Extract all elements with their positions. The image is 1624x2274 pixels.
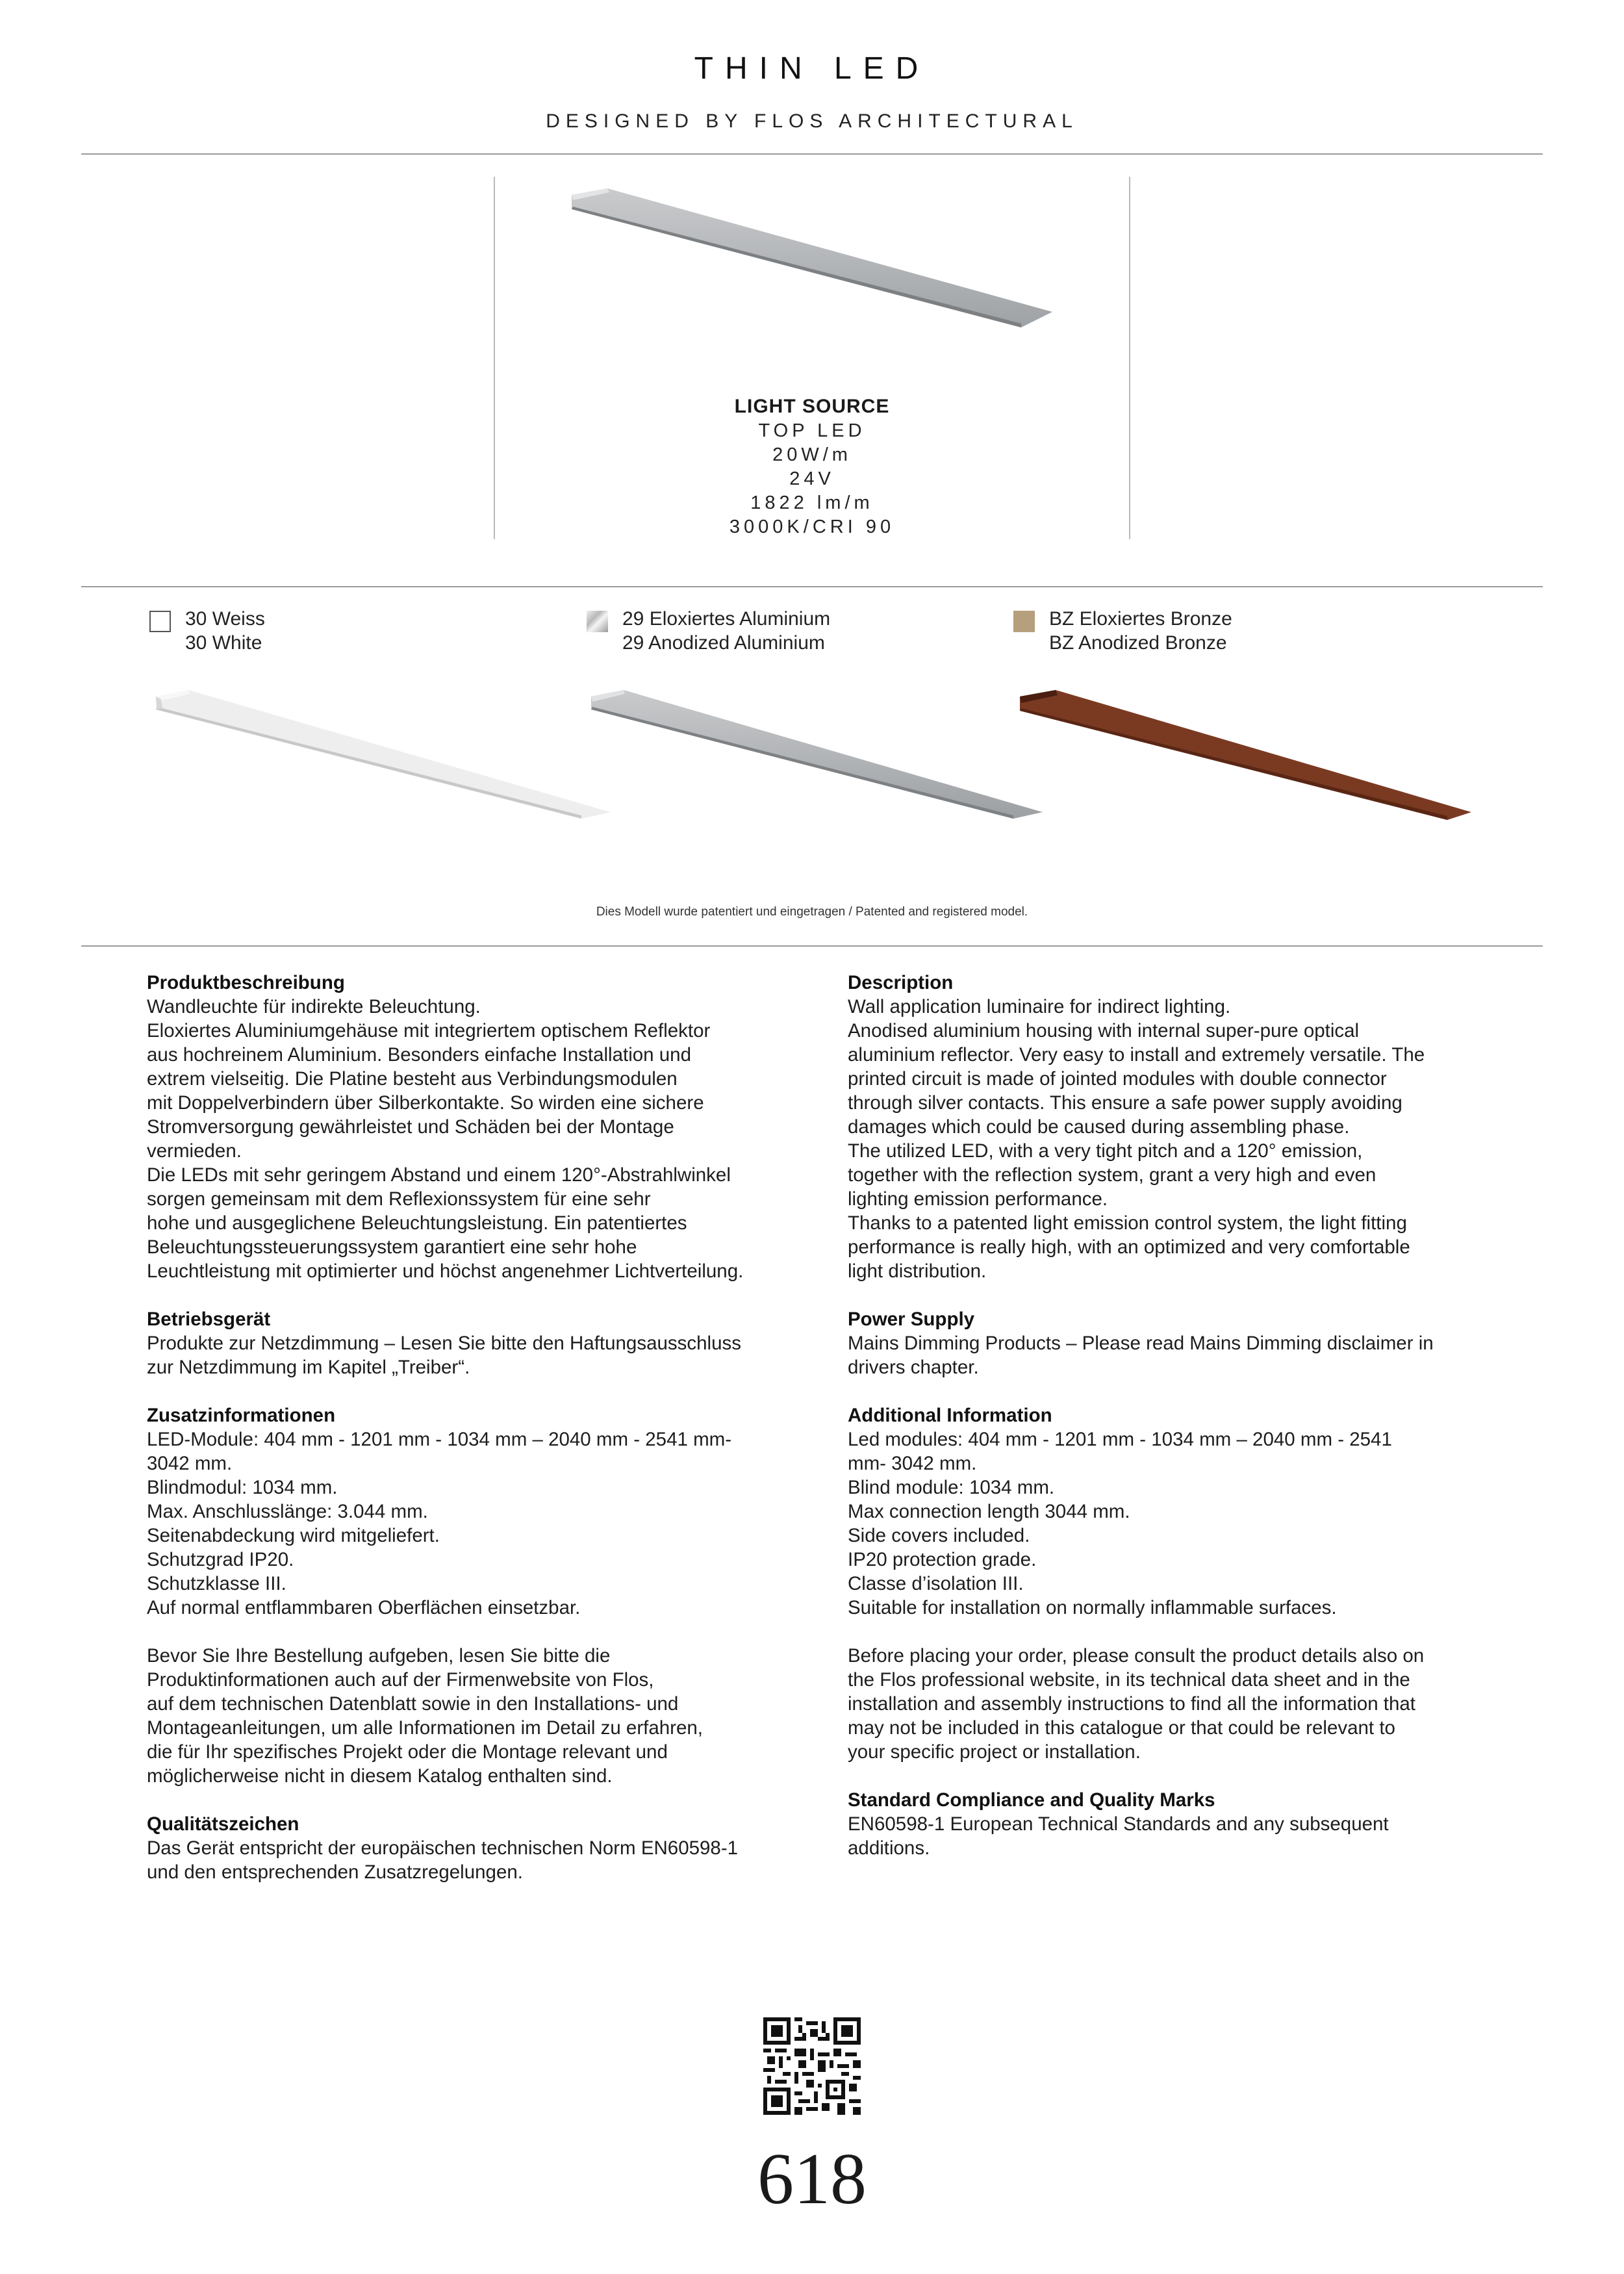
paragraph-line: Classe d’isolation III. xyxy=(848,1573,1024,1594)
paragraph-line: Wandleuchte für indirekte Beleuchtung. xyxy=(147,996,481,1017)
page-title: THIN LED xyxy=(694,51,930,86)
paragraph-line: sorgen gemeinsam mit dem Reflexionssystem für eine sehr xyxy=(147,1188,651,1210)
en-description-heading: Description xyxy=(848,972,954,993)
paragraph-line: installation and assembly instructions to find all the information that xyxy=(848,1693,1415,1715)
paragraph-line: Suitable for installation on normally inflammable surfaces. xyxy=(848,1597,1337,1618)
en-additional-heading: Additional Information xyxy=(848,1405,1052,1426)
paragraph-line: your specific project or installation. xyxy=(848,1741,1141,1763)
paragraph-line: Schutzklasse III. xyxy=(147,1573,286,1594)
paragraph-line: vermieden. xyxy=(147,1140,242,1162)
paragraph-line: The utilized LED, with a very tight pitch and a 120° emission, xyxy=(848,1140,1363,1162)
light-source-type: TOP LED xyxy=(758,420,866,441)
paragraph-line: Produkte zur Netzdimmung – Lesen Sie bitte den Haftungsausschluss xyxy=(147,1333,742,1354)
paragraph-line: zur Netzdimmung im Kapitel „Treiber“. xyxy=(147,1357,470,1378)
finishes-divider xyxy=(81,586,1543,587)
light-source-heading: LIGHT SOURCE xyxy=(734,396,890,417)
finish-white-de: 30 Weiss xyxy=(185,608,265,630)
paragraph-line: Blindmodul: 1034 mm. xyxy=(147,1477,338,1498)
paragraph-line: LED-Module: 404 mm - 1201 mm - 1034 mm – 2040 mm - 2541 mm- xyxy=(147,1429,732,1450)
paragraph-line: aus hochreinem Aluminium. Besonders einfache Installation und xyxy=(147,1044,691,1066)
paragraph-line: Max connection length 3044 mm. xyxy=(848,1501,1130,1522)
paragraph-line: drivers chapter. xyxy=(848,1357,979,1378)
paragraph-line: lighting emission performance. xyxy=(848,1188,1108,1210)
product-image-bronze xyxy=(1013,682,1481,825)
patent-note: Dies Modell wurde patentiert und eingetragen / Patented and registered model. xyxy=(596,905,1028,919)
paragraph-line: Stromversorgung gewährleistet und Schäden bei der Montage xyxy=(147,1116,674,1138)
finish-bronze-en: BZ Anodized Bronze xyxy=(1049,632,1227,654)
finish-white-en: 30 White xyxy=(185,632,262,654)
finish-aluminium-de: 29 Eloxiertes Aluminium xyxy=(622,608,831,630)
de-quality-heading: Qualitätszeichen xyxy=(147,1813,299,1835)
paragraph-line: mit Doppelverbindern über Silberkontakte. So wirden eine sichere xyxy=(147,1092,704,1114)
finish-aluminium-en: 29 Anodized Aluminium xyxy=(622,632,825,654)
swatch-bronze xyxy=(1013,611,1035,632)
paragraph-line: Anodised aluminium housing with internal super-pure optical xyxy=(848,1020,1360,1041)
paragraph-line: die für Ihr spezifisches Projekt oder die Montage relevant und xyxy=(147,1741,668,1763)
paragraph-line: performance is really high, with an optimized and very comfortable xyxy=(848,1236,1410,1258)
header-divider xyxy=(81,153,1543,155)
paragraph-line: Seitenabdeckung wird mitgeliefert. xyxy=(147,1525,440,1546)
product-image-aluminium xyxy=(585,682,1052,825)
de-power-heading: Betriebsgerät xyxy=(147,1309,271,1330)
paragraph-line: through silver contacts. This ensure a safe power supply avoiding xyxy=(848,1092,1402,1114)
product-image-main xyxy=(559,182,1065,338)
paragraph-line: Beleuchtungssteuerungssystem garantiert eine sehr hohe xyxy=(147,1236,637,1258)
swatch-white xyxy=(149,611,171,632)
en-quality-heading: Standard Compliance and Quality Marks xyxy=(848,1789,1215,1811)
paragraph-line: hohe und ausgeglichene Beleuchtungsleistung. Ein patentiertes xyxy=(147,1212,687,1234)
paragraph-line: together with the reflection system, grant a very high and even xyxy=(848,1164,1377,1186)
light-source-cct: 3000K/CRI 90 xyxy=(729,517,895,537)
paragraph-line: Side covers included. xyxy=(848,1525,1030,1546)
de-description-heading: Produktbeschreibung xyxy=(147,972,345,993)
page-subtitle: DESIGNED BY FLOS ARCHITECTURAL xyxy=(546,110,1078,132)
paragraph-line: aluminium reflector. Very easy to install and extremely versatile. The xyxy=(848,1044,1425,1066)
paragraph-line: Wall application luminaire for indirect lighting. xyxy=(848,996,1231,1017)
paragraph-line: Thanks to a patented light emission control system, the light fitting xyxy=(848,1212,1407,1234)
paragraph-line: may not be included in this catalogue or that could be relevant to xyxy=(848,1717,1395,1739)
paragraph-line: Leuchtleistung mit optimierter und höchst angenehmer Lichtverteilung. xyxy=(147,1260,744,1282)
product-image-white xyxy=(149,682,617,825)
paragraph-line: extrem vielseitig. Die Platine besteht aus Verbindungsmodulen xyxy=(147,1068,678,1090)
paragraph-line: Blind module: 1034 mm. xyxy=(848,1477,1055,1498)
swatch-aluminium xyxy=(587,611,608,632)
page-number: 618 xyxy=(757,2139,867,2219)
paragraph-line: Produktinformationen auch auf der Firmenwebsite von Flos, xyxy=(147,1669,654,1691)
paragraph-line: Schutzgrad IP20. xyxy=(147,1549,294,1570)
paragraph-line: the Flos professional website, in its technical data sheet and in the xyxy=(848,1669,1410,1691)
light-source-block xyxy=(650,394,974,539)
german-column xyxy=(147,971,822,1884)
light-source-power: 20W/m xyxy=(772,444,852,465)
section-divider-right xyxy=(1129,177,1130,539)
paragraph-line: Before placing your order, please consult the product details also on xyxy=(848,1645,1425,1667)
finish-bronze-de: BZ Eloxiertes Bronze xyxy=(1049,608,1232,630)
light-source-voltage: 24V xyxy=(789,468,835,489)
paragraph-line: und den entsprechenden Zusatzregelungen. xyxy=(147,1861,523,1883)
paragraph-line: Das Gerät entspricht der europäischen technischen Norm EN60598-1 xyxy=(147,1837,739,1859)
paragraph-line: IP20 protection grade. xyxy=(848,1549,1037,1570)
paragraph-line: damages which could be caused during assembling phase. xyxy=(848,1116,1350,1138)
paragraph-line: printed circuit is made of jointed modules with double connector xyxy=(848,1068,1387,1090)
paragraph-line: additions. xyxy=(848,1837,930,1859)
paragraph-line: EN60598-1 European Technical Standards and any subsequent xyxy=(848,1813,1389,1835)
en-power-heading: Power Supply xyxy=(848,1309,975,1330)
paragraph-line: Montageanleitungen, um alle Informationen im Detail zu erfahren, xyxy=(147,1717,703,1739)
paragraph-line: Bevor Sie Ihre Bestellung aufgeben, lesen Sie bitte die xyxy=(147,1645,611,1667)
qr-code[interactable] xyxy=(763,2017,861,2115)
de-additional-heading: Zusatzinformationen xyxy=(147,1405,336,1426)
paragraph-line: Die LEDs mit sehr geringem Abstand und einem 120°-Abstrahlwinkel xyxy=(147,1164,731,1186)
paragraph-line: mm- 3042 mm. xyxy=(848,1453,977,1474)
english-column xyxy=(848,971,1523,1860)
paragraph-line: Mains Dimming Products – Please read Mains Dimming disclaimer in xyxy=(848,1333,1434,1354)
paragraph-line: Auf normal entflammbaren Oberflächen einsetzbar. xyxy=(147,1597,581,1618)
paragraph-line: Eloxiertes Aluminiumgehäuse mit integriertem optischem Reflektor xyxy=(147,1020,711,1041)
text-divider xyxy=(81,945,1543,947)
paragraph-line: Max. Anschlusslänge: 3.044 mm. xyxy=(147,1501,428,1522)
paragraph-line: Led modules: 404 mm - 1201 mm - 1034 mm – 2040 mm - 2541 xyxy=(848,1429,1392,1450)
paragraph-line: 3042 mm. xyxy=(147,1453,233,1474)
paragraph-line: auf dem technischen Datenblatt sowie in den Installations- und xyxy=(147,1693,679,1715)
light-source-flux: 1822 lm/m xyxy=(750,492,874,513)
paragraph-line: möglicherweise nicht in diesem Katalog enthalten sind. xyxy=(147,1765,613,1787)
paragraph-line: light distribution. xyxy=(848,1260,987,1282)
section-divider-left xyxy=(494,177,495,539)
